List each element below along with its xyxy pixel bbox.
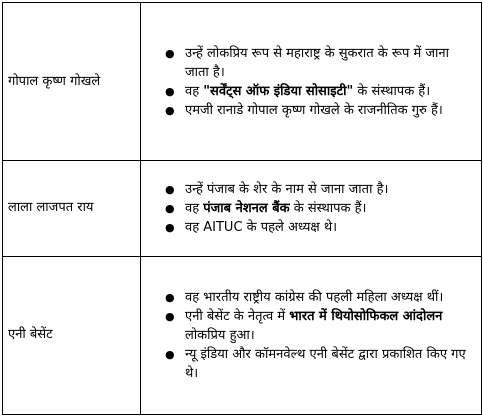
leader-facts-cell <box>141 256 482 414</box>
fact-item <box>141 218 481 237</box>
fact-text: एमजी रानाडे गोपाल कृष्ण गोखले के राजनीतिक गुरु हैं। <box>185 102 443 118</box>
facts-list <box>141 288 481 383</box>
bullet-icon: ● <box>165 103 175 117</box>
bullet-icon: ● <box>165 309 175 323</box>
table-row <box>3 3 482 161</box>
fact-text: वह <box>185 83 204 99</box>
leader-name: एनी बेसेंट <box>8 327 53 343</box>
facts-list <box>141 44 481 120</box>
fact-item <box>141 345 481 383</box>
table-row <box>3 256 482 414</box>
bullet-icon: ● <box>165 84 175 98</box>
fact-item <box>141 307 481 345</box>
fact-item <box>141 101 481 120</box>
leader-name: लाला लाजपत राय <box>8 200 94 216</box>
fact-item <box>141 288 481 307</box>
bullet-icon: ● <box>165 347 175 361</box>
fact-item <box>141 199 481 218</box>
fact-text: वह AITUC के पहले अध्यक्ष थे। <box>185 219 338 235</box>
fact-text: उन्हें पंजाब के शेर के नाम से जाना जाता है। <box>185 181 389 197</box>
fact-text-bold: "सर्वेंट्स ऑफ इंडिया सोसाइटी" <box>203 83 354 99</box>
leader-name-cell <box>3 161 141 256</box>
bullet-icon: ● <box>165 182 175 196</box>
fact-text-bold: पंजाब नेशनल बैंक <box>203 200 290 216</box>
fact-text-bold: भारत में थियोसोफिकल आंदोलन <box>289 308 443 324</box>
leader-facts-cell <box>141 161 482 256</box>
fact-text: लोकप्रिय हुआ। <box>185 327 255 343</box>
fact-item <box>141 82 481 101</box>
leaders-table <box>2 2 482 415</box>
fact-text: वह भारतीय राष्ट्रीय कांग्रेस की पहली महिला अध्यक्ष थीं। <box>185 289 444 305</box>
bullet-icon: ● <box>165 46 175 60</box>
leader-name: गोपाल कृष्ण गोखले <box>8 73 101 89</box>
fact-item <box>141 44 481 82</box>
leader-facts-cell <box>141 3 482 161</box>
leader-name-cell <box>3 3 141 161</box>
fact-text: के संस्थापक हैं। <box>353 83 431 99</box>
bullet-icon: ● <box>165 201 175 215</box>
facts-list <box>141 180 481 237</box>
fact-text: के संस्थापक हैं। <box>289 200 367 216</box>
fact-text: एनी बेसेंट के नेतृत्व में <box>185 308 290 324</box>
fact-text: उन्हें लोकप्रिय रूप से महाराष्ट्र के सुकरात के रूप में जाना जाता है। <box>185 45 449 80</box>
bullet-icon: ● <box>165 290 175 304</box>
table-row <box>3 161 482 256</box>
fact-text: वह <box>185 200 204 216</box>
fact-text: न्यू इंडिया और कॉमनवेल्थ एनी बेसेंट द्वारा प्रकाशित किए गए थे। <box>185 346 466 381</box>
bullet-icon: ● <box>165 220 175 234</box>
fact-item <box>141 180 481 199</box>
leader-name-cell <box>3 256 141 414</box>
